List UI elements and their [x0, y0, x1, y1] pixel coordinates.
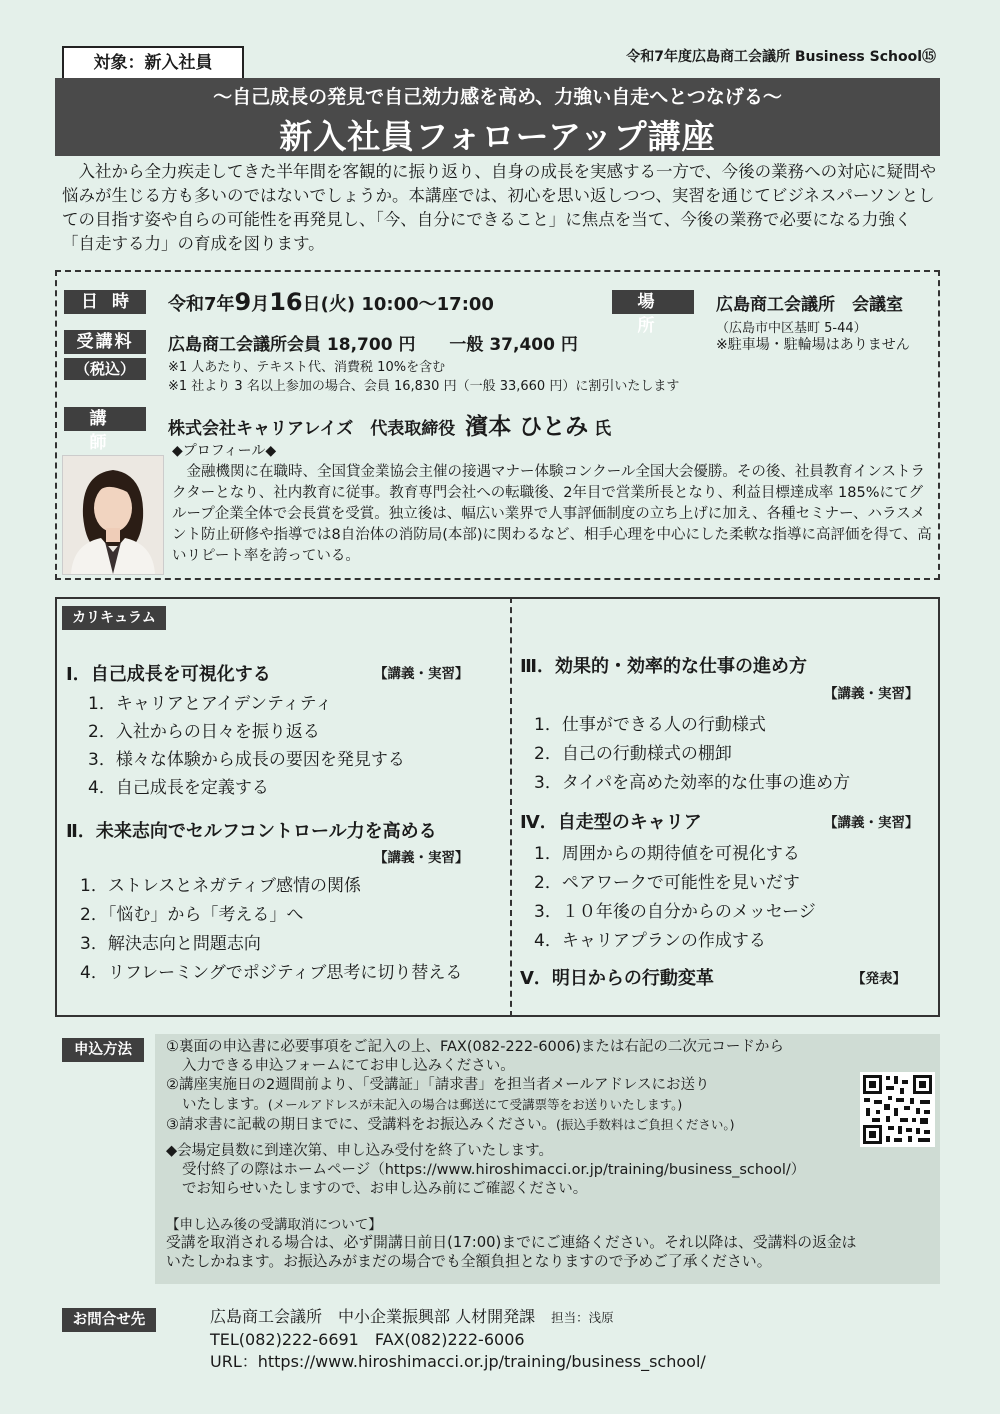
- lecturer-label-wrap: [64, 407, 146, 452]
- date-month: 9: [234, 288, 252, 316]
- contact-org-line: [210, 1306, 940, 1329]
- section-3-title: Ⅲ．効果的・効率的な仕事の進め方: [520, 656, 808, 677]
- apply-step-1b: 入力できる申込フォームにてお申し込みください。: [182, 1058, 515, 1074]
- fee-label: 受講料: [64, 330, 146, 354]
- section-2-item: 3．解決志向と問題志向: [80, 934, 261, 954]
- section-3-item: 1．仕事ができる人の行動様式: [534, 715, 766, 735]
- apply-notice-1: ◆会場定員数に到達次第、申し込み受付を終了いたします。: [166, 1143, 553, 1159]
- apply-method-label: 申込方法: [62, 1038, 144, 1062]
- section-3-item: 2．自己の行動様式の棚卸: [534, 744, 732, 764]
- contact-person: 担当：浅原: [551, 1310, 614, 1325]
- section-1-item: 2．入社からの日々を振り返る: [88, 722, 320, 742]
- cancel-text-2: いたしかねます。お振込みがまだの場合でも全額負担となりますので予めご了承ください。: [166, 1253, 772, 1270]
- lecturer-line: [168, 408, 611, 441]
- date-value: [168, 288, 494, 316]
- section-1-tag: 【講義・実習】: [374, 666, 469, 682]
- fee-note-2: ※1 社より 3 名以上参加の場合、会員 16,830 円（一般 33,660 円）に割引いたします: [168, 379, 680, 394]
- section-1-item: 3．様々な体験から成長の要因を発見する: [88, 750, 405, 770]
- section-4-tag: 【講義・実習】: [824, 815, 919, 831]
- lecturer-company: 株式会社キャリアレイズ 代表取締役: [168, 419, 456, 439]
- apply-step-3b: (振込手数料はご負担ください。): [556, 1117, 735, 1132]
- place-note: ※駐車場・駐輪場はありません: [716, 337, 910, 353]
- section-4-item: 4．キャリアプランの作成する: [534, 931, 766, 951]
- apply-notice-2: 受付終了の際はホームページ（https://www.hiroshimacci.or.jp/training/business_school/）: [182, 1162, 806, 1178]
- page-title: 新入社員フォローアップ講座: [279, 117, 716, 156]
- intro-paragraph: 入社から全力疾走してきた半年間を客観的に振り返り、自身の成長を実感する一方で、今後の業務への対応に疑問や悩みが生じる方も多いのではないでしょうか。本講座では、初心を思い返しつつ、実習を通じてビジネスパーソンとしての目指す姿や自らの可能性を再発見し、「今、自分にできること」に焦点を当て、今後の業務で必要になる力強く「自走する力」の育成を図ります。: [62, 162, 937, 253]
- lecturer-portrait-image: [63, 456, 163, 574]
- apply-notice-3: でお知らせいたしますので、お申し込み前にご確認ください。: [182, 1181, 588, 1197]
- apply-step-2b: [166, 1095, 856, 1115]
- section-3-tag: 【講義・実習】: [824, 686, 919, 702]
- lecturer-label: 講師: [64, 407, 146, 431]
- contact-url[interactable]: URL：https://www.hiroshimacci.or.jp/training/business_school/: [210, 1352, 706, 1371]
- date-row: [64, 290, 146, 314]
- section-5-title: Ⅴ．明日からの行動変革: [520, 968, 714, 989]
- section-2-item: 1．ストレスとネガティブ感情の関係: [80, 876, 361, 896]
- date-label: 日時: [64, 290, 146, 314]
- apply-notice: [166, 1142, 936, 1199]
- profile-heading: ◆プロフィール◆: [172, 443, 277, 459]
- apply-step-3: [166, 1115, 856, 1135]
- lecturer-photo: [62, 455, 164, 575]
- date-day: 16: [269, 288, 303, 316]
- apply-step-2b-main: いたします。: [182, 1097, 268, 1113]
- fee-note-1: ※1 人あたり、テキスト代、消費税 10%を含む: [168, 360, 446, 375]
- section-2-title: Ⅱ．未来志向でセルフコントロール力を高める: [66, 821, 437, 842]
- lecturer-honorific: 氏: [594, 419, 612, 439]
- apply-steps: [166, 1038, 856, 1135]
- section-2-item: 2．「悩む」から「考える」へ: [80, 905, 304, 925]
- section-3-item: 3．タイパを高めた効率的な仕事の進め方: [534, 773, 851, 793]
- section-4-item: 1．周囲からの期待値を可視化する: [534, 844, 800, 864]
- lecturer-name: 濱本 ひとみ: [465, 414, 589, 440]
- contact-org: 広島商工会議所 中小企業振興部 人材開発課: [210, 1307, 536, 1326]
- section-1-title: Ⅰ．自己成長を可視化する: [66, 664, 271, 685]
- contact-tel-fax: TEL(082)222-6691 FAX(082)222-6006: [210, 1330, 525, 1349]
- section-4-item: 3．１０年後の自分からのメッセージ: [534, 902, 816, 922]
- qr-code-graphic: [860, 1072, 935, 1147]
- fee-label-wrap: [64, 330, 146, 380]
- fee-text: 広島商工会議所会員 18,700 円 一般 37,400 円: [168, 335, 578, 355]
- subtitle: ～自己成長の発見で自己効力感を高め、力強い自走へとつなげる～: [213, 86, 782, 108]
- curriculum-label: カリキュラム: [62, 606, 166, 630]
- apply-step-2: ②講座実施日の2週間前より、「受講証」「請求書」を担当者メールアドレスにお送り: [166, 1077, 710, 1093]
- date-month-unit: 月: [251, 294, 270, 315]
- qr-code-icon[interactable]: [860, 1072, 935, 1147]
- date-suffix: 日(火) 10:00～17:00: [302, 294, 494, 315]
- section-2-item: 4．リフレーミングでポジティブ思考に切り替える: [80, 963, 463, 983]
- cancel-heading: 【申し込み後の受講取消について】: [166, 1217, 382, 1233]
- section-4-title: Ⅳ．自走型のキャリア: [520, 812, 702, 833]
- fee-tax-label: （税込）: [64, 358, 146, 380]
- place-label-wrap: [612, 290, 694, 335]
- target-audience-badge: 対象：新入社員: [62, 46, 244, 80]
- place-label: 場所: [612, 290, 694, 314]
- section-5-tag: 【発表】: [852, 971, 906, 987]
- section-1-item: 4．自己成長を定義する: [88, 778, 269, 798]
- place-address: （広島市中区基町 5-44）: [716, 321, 867, 336]
- apply-step-2c: (メールアドレスが未記入の場合は郵送にて受講票等をお送りいたします。): [267, 1097, 683, 1112]
- contact-info: [210, 1306, 940, 1373]
- date-prefix: 令和7年: [168, 294, 235, 315]
- apply-step-1: ①裏面の申込書に必要事項をご記入の上、FAX(082-222-6006)または右記の二次元コードから: [166, 1039, 784, 1055]
- school-series-label: 令和7年度広島商工会議所 Business School⑮: [626, 49, 936, 65]
- cancel-text: [166, 1233, 936, 1271]
- section-4-item: 2．ペアワークで可能性を見いだす: [534, 873, 800, 893]
- curriculum-divider: [510, 597, 512, 1017]
- profile-text: 金融機関に在職時、全国貸金業協会主催の接遇マナー体験コンクール全国大会優勝。その後、社員教育インストラクターとなり、社内教育に従事。教育専門会社への転職後、2年目で営業所長となり、利益目標達成率 185%にてグループ企業全体で会長賞を受賞。独立後は、幅広い業界で人事評価制度の立ち上げに加え、各種セミナー、ハラスメント防止研修や指導では8自治体の消防局(本部)に関わるなど、相手心理を中心にした柔軟な指導に高評価を得て、高いリピート率を誇っている。: [172, 464, 932, 564]
- contact-label: お問合せ先: [62, 1308, 156, 1332]
- place-name: 広島商工会議所 会議室: [716, 295, 903, 315]
- section-1-item: 1．キャリアとアイデンティティ: [88, 694, 333, 714]
- apply-step-3-main: ③請求書に記載の期日までに、受講料をお振込みください。: [166, 1117, 556, 1133]
- title-band: [55, 78, 940, 156]
- section-2-tag: 【講義・実習】: [374, 850, 469, 866]
- cancel-text-1: 受講を取消される場合は、必ず開講日前日(17:00)までにご連絡ください。それ以降は、受講料の返金は: [166, 1234, 857, 1251]
